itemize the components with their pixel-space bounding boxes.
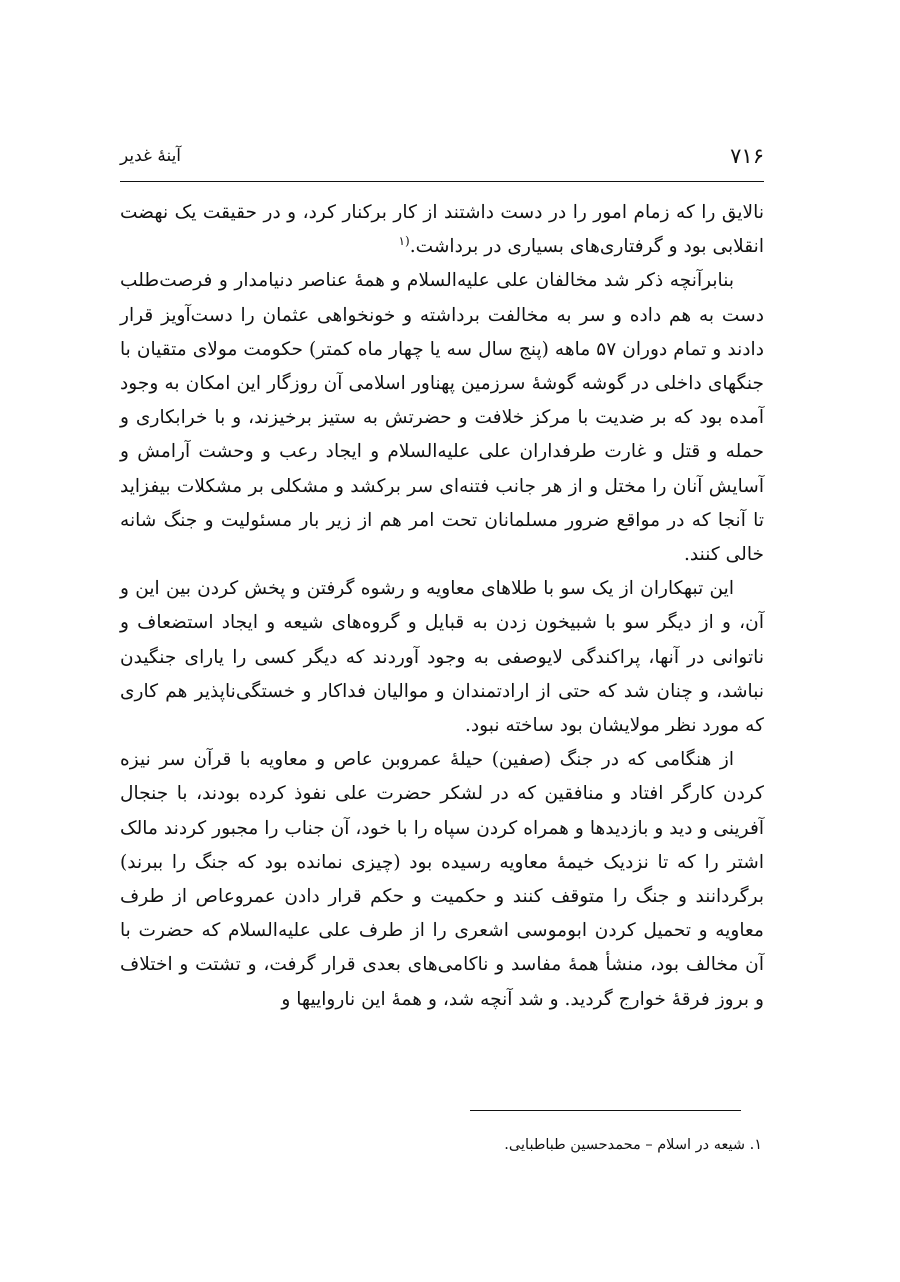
body-text	[120, 196, 764, 1017]
footnote-divider	[470, 1110, 741, 1111]
running-header	[120, 140, 764, 182]
paragraph-3: این تبهکاران از یک سو با طلاهای معاویه و رشوه گرفتن و پخش کردن بین این و آن، و از دیگر سو با شبیخون زدن به قبایل و گروه‌های شیعه و ایجاد استضعاف و ناتوانی در آنها، پراکندگی لایوصفی به وجود آوردند که دیگر کسی را یارای جنگیدن نباشد، و چنان شد که حتی از ارادتمندان و موالیان فداکار و خستگی‌ناپذیر هم کاری که مورد نظر مولایشان بود ساخته نبود.	[120, 578, 764, 737]
header-divider	[120, 181, 764, 182]
footnote: ۱. شیعه در اسلام – محمدحسین طباطبایی.	[504, 1137, 762, 1153]
paragraph-1	[120, 196, 764, 264]
paragraph-4: از هنگامی که در جنگ (صفین) حیلهٔ عمروبن عاص و معاویه با قرآن سر نیزه کردن کارگر افتاد و منافقین که در لشکر حضرت علی نفوذ کرده بودند، با جنجال آفرینی و دید و بازدیدها و همراه کردن سپاه را با خود، آن جناب را مجبور کردند مالک اشتر را که تا نزدیک خیمهٔ معاویه رسیده بود (چیزی نمانده بود که جنگ را ببرند) برگردانند و جنگ را متوقف کنند و حکمیت و حکم قرار دادن عمروعاص از طرف معاویه و تحمیل کردن ابوموسی اشعری را از طرف علی علیه‌السلام که حضرت با آن مخالف بود، منشأ همهٔ مفاسد و ناکامی‌های بعدی قرار گرفت، و تشتت و اختلاف و بروز فرقهٔ خوارج گردید. و شد آنچه شد، و همهٔ این نارواییها و	[120, 749, 764, 1010]
page-number: ۷۱۶	[730, 144, 764, 168]
paragraph-2: بنابرآنچه ذکر شد مخالفان علی علیه‌السلام و همهٔ عناصر دنیامدار و فرصت‌طلب دست به هم داده و سر به مخالفت برداشته و خونخواهی عثمان را دست‌آویز قرار دادند و تمام دوران ۵۷ ماهه (پنج سال سه یا چهار ماه کمتر) حکومت مولای متقیان با جنگهای داخلی در گوشه گوشهٔ سرزمین پهناور اسلامی آن روزگار این امکان به وجود آمده بود که بر ضدیت با مرکز خلافت و حضرتش به ستیز برخیزند، و با خرابکاری و حمله و قتل و غارت طرفداران علی علیه‌السلام و ایجاد رعب و وحشت آرامش و آسایش آنان را مختل و از هر جانب فتنه‌ای سر برکشد و مشکلی بر مشکلات بیفزاید تا آنجا که در مواقع ضرور مسلمانان تحت امر هم از زیر بار مسئولیت و جنگ شانه خالی کنند.	[120, 270, 764, 566]
footnote-reference: (۱	[398, 234, 410, 249]
paragraph-1-text: نالایق را که زمام امور را در دست داشتند از کار برکنار کرد، و در حقیقت یک نهضت انقلابی بود و گرفتاری‌های بسیاری در برداشت.	[120, 202, 764, 258]
book-title: آینهٔ غدیر	[120, 146, 182, 166]
